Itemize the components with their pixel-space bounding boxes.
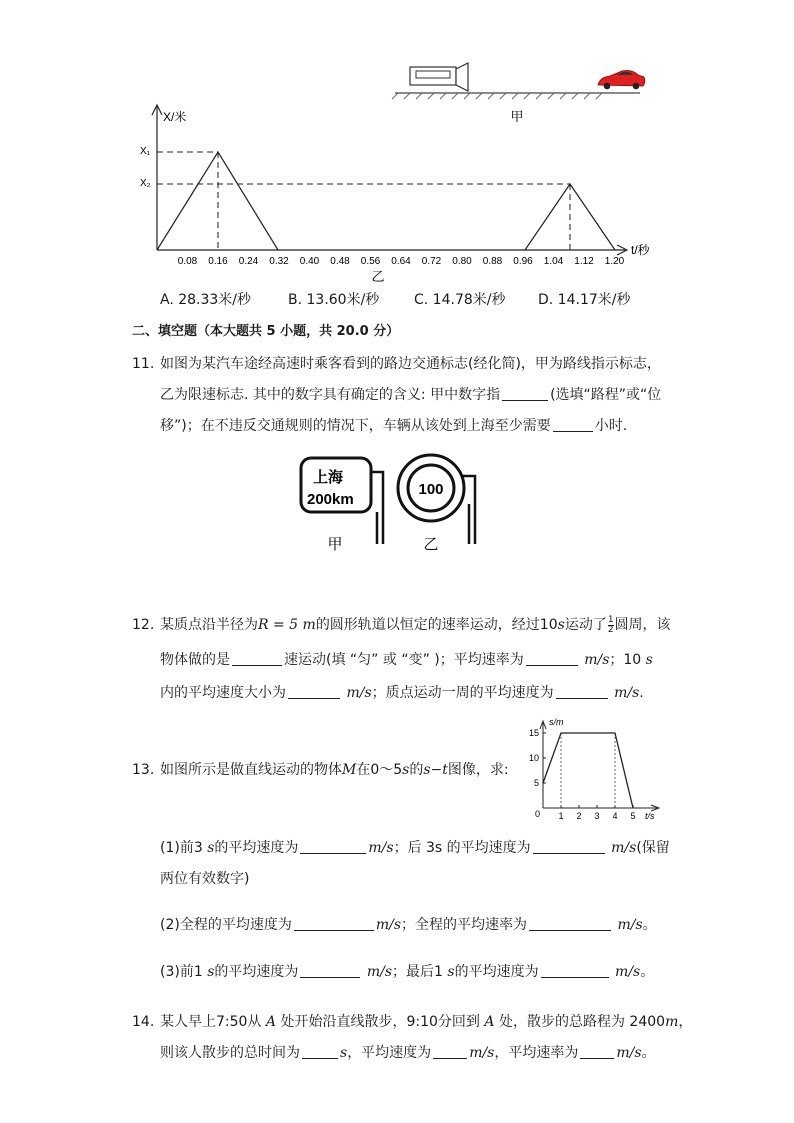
x-tick-label: 0.88 <box>482 256 503 267</box>
st-x-tick: 3 <box>594 811 600 821</box>
st-y-tick: 5 <box>533 778 539 788</box>
x-tick-label: 0.16 <box>208 256 228 267</box>
sign-distance: 200km <box>307 491 354 508</box>
xt-graph <box>140 105 651 284</box>
q11-line2: 乙为限速标志. 其中的数字具有确定的含义: 甲中数字指 (选填“路程”或“位 <box>160 387 662 403</box>
q10-option-a: A. 28.33米/秒 <box>160 292 252 308</box>
q12-number: 12. <box>132 617 155 633</box>
x-tick-label: 0.32 <box>269 256 289 267</box>
x-tick-label: 1.04 <box>543 256 564 267</box>
q13-number: 13. <box>132 762 155 778</box>
st-origin: 0 <box>535 809 541 819</box>
sign-yi-label: 乙 <box>423 536 439 553</box>
st-y-tick: 10 <box>528 753 539 763</box>
x-tick-labels <box>178 256 625 267</box>
fraction-half: $\frac{1}{2}$ <box>607 614 614 635</box>
x-tick-label: 0.08 <box>177 256 198 267</box>
sign-city: 上海 <box>313 469 344 486</box>
q11-line1: 如图为某汽车途经高速时乘客看到的路边交通标志(经化简)，甲为路线指示标志， <box>160 356 661 372</box>
red-car-icon <box>598 71 645 90</box>
x-tick-label: 1.20 <box>604 256 625 267</box>
st-tick-labels <box>529 728 636 821</box>
st-x-tick: 1 <box>558 811 564 821</box>
q11-blank-2[interactable] <box>553 417 593 432</box>
q13-part1-line2: 两位有效数字) <box>160 871 250 887</box>
q14-blank-2[interactable] <box>433 1044 467 1059</box>
q11-line3: 移”)；在不违反交通规则的情况下，车辆从该处到上海至少需要 小时. <box>160 418 628 434</box>
yi-label: 乙 <box>371 269 385 284</box>
q14-blank-1[interactable] <box>302 1044 338 1059</box>
q14-number: 14. <box>132 1014 155 1030</box>
traffic-signs-figure <box>295 452 495 562</box>
st-x-tick: 5 <box>630 811 636 821</box>
y-axis-label: X/米 <box>163 110 187 124</box>
x-axis-label: t/秒 <box>631 243 650 257</box>
q13-blank-3[interactable] <box>294 916 374 931</box>
x-tick-label: 0.56 <box>360 256 381 267</box>
st-guides <box>561 733 615 808</box>
q11-blank-1[interactable] <box>502 386 548 401</box>
q13-blank-4[interactable] <box>529 916 611 931</box>
st-series-line <box>543 733 633 808</box>
st-y-tick: 15 <box>528 728 539 738</box>
st-y-label: s/m <box>549 717 564 727</box>
q13-line1: 如图所示是做直线运动的物体M在0～5s的s−t图像，求: <box>160 762 509 778</box>
q14-blank-3[interactable] <box>580 1044 614 1059</box>
sign-yi <box>398 455 475 553</box>
road-scene <box>392 63 645 124</box>
q13-blank-1[interactable] <box>300 839 366 854</box>
q13-blank-2[interactable] <box>533 839 605 854</box>
jia-label: 甲 <box>510 109 524 124</box>
q10-option-d: D. 14.17米/秒 <box>538 292 631 308</box>
sign-jia-label: 甲 <box>327 536 343 553</box>
speed-limit-value: 100 <box>418 481 444 498</box>
x-tick-label: 0.40 <box>299 256 320 267</box>
q13-blank-5[interactable] <box>300 963 360 978</box>
q14-line2: 则该人散步的总时间为 s，平均速度为 m/s，平均速率为 m/s。 <box>160 1045 656 1061</box>
section-header: 二、填空题（本大题共 5 小题，共 20.0 分） <box>132 324 400 339</box>
q12-line2: 物体做的是 速运动(填 “匀” 或 “变” )；平均速率为 m/s；10 s <box>160 652 653 668</box>
st-graph <box>525 713 675 823</box>
q10-option-c: C. 14.78米/秒 <box>414 292 506 308</box>
q11-number: 11. <box>132 356 155 372</box>
st-x-tick: 2 <box>576 811 582 821</box>
q12-line3: 内的平均速度大小为 m/s；质点运动一周的平均速度为 m/s. <box>160 685 644 701</box>
top-figure <box>130 55 670 290</box>
q12-line1: 某质点沿半径为R = 5 m的圆形轨道以恒定的速率运动，经过10s运动了 $\frac{1}{2}$ 圆周，该 <box>160 614 671 635</box>
q13-part2: (2)全程的平均速度为 m/s；全程的平均速率为 m/s。 <box>160 917 657 933</box>
q12-blank-4[interactable] <box>556 684 608 699</box>
x-tick-label: 0.64 <box>391 256 411 267</box>
x-tick-label: 0.72 <box>421 256 442 267</box>
x-tick-label: 0.48 <box>330 256 350 267</box>
x1-label: X₁ <box>140 146 151 157</box>
q13-part1-line1: (1)前3 s的平均速度为 m/s；后 3s 的平均速度为 m/s(保留 <box>160 840 670 856</box>
x2-label: X₂ <box>140 178 151 189</box>
q10-option-b: B. 13.60米/秒 <box>288 292 380 308</box>
x-tick-label: 0.96 <box>513 256 533 267</box>
q12-blank-1[interactable] <box>232 651 282 666</box>
x-tick-label: 0.80 <box>452 256 472 267</box>
st-x-tick: 4 <box>612 811 618 821</box>
x-tick-label: 1.12 <box>574 256 594 267</box>
q14-line1: 某人早上7:50从 A 处开始沿直线散步，9:10分回到 A 处，散步的总路程为 2400m， <box>160 1014 693 1030</box>
st-x-label: t/s <box>645 811 655 821</box>
sign-jia <box>301 458 383 553</box>
q12-blank-3[interactable] <box>288 684 340 699</box>
q12-blank-2[interactable] <box>526 651 578 666</box>
q13-blank-6[interactable] <box>541 963 609 978</box>
q13-part3: (3)前1 s的平均速度为 m/s；最后1 s的平均速度为 m/s。 <box>160 964 655 980</box>
x-tick-label: 0.24 <box>238 256 259 267</box>
